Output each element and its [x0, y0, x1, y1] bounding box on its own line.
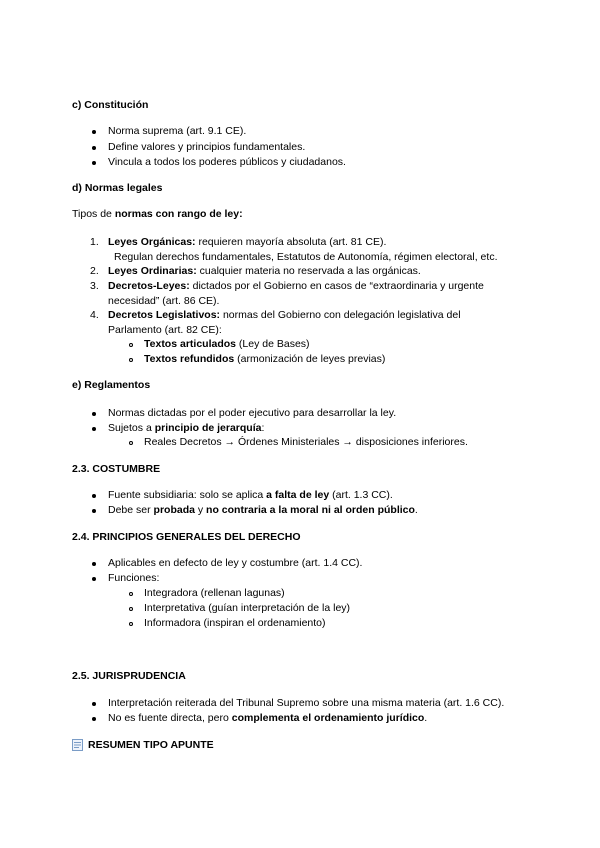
intro-paragraph [72, 207, 243, 222]
bullet [92, 562, 96, 566]
item-text: Fuente subsidiaria: solo se aplica [108, 489, 267, 501]
item-term: complementa el ordenamiento jurídico [231, 712, 425, 724]
list-item-continuation: necesidad” (art. 86 CE). [108, 295, 220, 307]
bullet [92, 509, 96, 513]
list-item: Norma suprema (art. 9.1 CE). [108, 125, 247, 137]
list-number: 3. [90, 280, 99, 292]
list-item [108, 235, 386, 250]
item-text: requieren mayoría absoluta (art. 81 CE). [195, 236, 387, 248]
heading-principios: 2.4. PRINCIPIOS GENERALES DEL DERECHO [72, 531, 301, 543]
item-text: . [424, 712, 428, 724]
circle-bullet [129, 607, 133, 611]
bullet [92, 702, 96, 706]
bullet [92, 146, 96, 150]
sub-list-item [144, 352, 385, 367]
item-text: (armonización de leyes previas) [234, 353, 386, 365]
circle-bullet [129, 343, 133, 347]
list-item [108, 503, 418, 518]
item-text: cualquier materia no reservada a las orgánicas. [196, 265, 421, 277]
list-number: 1. [90, 236, 99, 248]
sub-list-item: Informadora (inspiran el ordenamiento) [144, 617, 326, 629]
list-item [108, 279, 484, 294]
item-term: probada [153, 504, 195, 516]
list-item: Aplicables en defecto de ley y costumbre (art. 1.4 CC). [108, 557, 363, 569]
item-term: a falta de ley [266, 489, 330, 501]
list-item [108, 264, 421, 279]
list-item [108, 488, 393, 503]
list-item: Vincula a todos los poderes públicos y ciudadanos. [108, 156, 346, 168]
item-text: (Ley de Bases) [236, 338, 310, 350]
list-item: Funciones: [108, 572, 160, 584]
item-term: Textos refundidos [144, 353, 235, 365]
heading-constitucion: c) Constitución [72, 99, 149, 111]
summary-title: RESUMEN TIPO APUNTE [88, 739, 214, 751]
intro-text: Tipos de [72, 208, 115, 220]
item-text: y [194, 504, 207, 516]
item-term: Leyes Orgánicas: [108, 236, 196, 248]
bullet [92, 427, 96, 431]
item-text: dictados por el Gobierno en casos de “extraordinaria y urgente [189, 280, 484, 292]
item-text: (art. 1.3 CC). [329, 489, 393, 501]
memo-icon [72, 739, 83, 751]
bullet [92, 130, 96, 134]
intro-bold: normas con rango de ley: [114, 208, 243, 220]
item-text: . [414, 504, 418, 516]
circle-bullet [129, 622, 133, 626]
bullet [92, 494, 96, 498]
list-item: Define valores y principios fundamentales. [108, 141, 306, 153]
item-term: Decretos Legislativos: [108, 309, 221, 321]
heading-costumbre: 2.3. COSTUMBRE [72, 463, 161, 475]
heading-jurisprudencia: 2.5. JURISPRUDENCIA [72, 670, 186, 682]
list-item [108, 308, 461, 323]
list-item-continuation: Parlamento (art. 82 CE): [108, 324, 222, 336]
bullet [92, 412, 96, 416]
item-text: Sujetos a [108, 422, 155, 434]
circle-bullet [129, 592, 133, 596]
list-item [108, 421, 264, 436]
bullet [92, 717, 96, 721]
item-term: principio de jerarquía [154, 422, 262, 434]
list-number: 2. [90, 265, 99, 277]
sub-list-item: Integradora (rellenan lagunas) [144, 587, 285, 599]
bullet [92, 577, 96, 581]
item-term: no contraria a la moral ni al orden público [206, 504, 415, 516]
heading-reglamentos: e) Reglamentos [72, 379, 151, 391]
sub-list-item: Interpretativa (guían interpretación de la ley) [144, 602, 351, 614]
item-text: : [261, 422, 265, 434]
circle-bullet [129, 358, 133, 362]
item-text: Debe ser [108, 504, 154, 516]
sub-list-item: Reales Decretos → Órdenes Ministeriales → disposiciones inferiores. [144, 436, 468, 448]
list-item-continuation: Regulan derechos fundamentales, Estatutos de Autonomía, régimen electoral, etc. [114, 251, 498, 263]
item-term: Textos articulados [144, 338, 236, 350]
item-text: No es fuente directa, pero [108, 712, 232, 724]
heading-normas-legales: d) Normas legales [72, 182, 163, 194]
item-term: Decretos-Leyes: [108, 280, 190, 292]
list-item: Normas dictadas por el poder ejecutivo para desarrollar la ley. [108, 407, 397, 419]
list-number: 4. [90, 309, 99, 321]
list-item: Interpretación reiterada del Tribunal Supremo sobre una misma materia (art. 1.6 CC). [108, 697, 505, 709]
sub-list-item [144, 337, 310, 352]
circle-bullet [129, 441, 133, 445]
list-item [108, 711, 427, 726]
item-text: normas del Gobierno con delegación legislativa del [220, 309, 461, 321]
bullet [92, 161, 96, 165]
item-term: Leyes Ordinarias: [108, 265, 197, 277]
